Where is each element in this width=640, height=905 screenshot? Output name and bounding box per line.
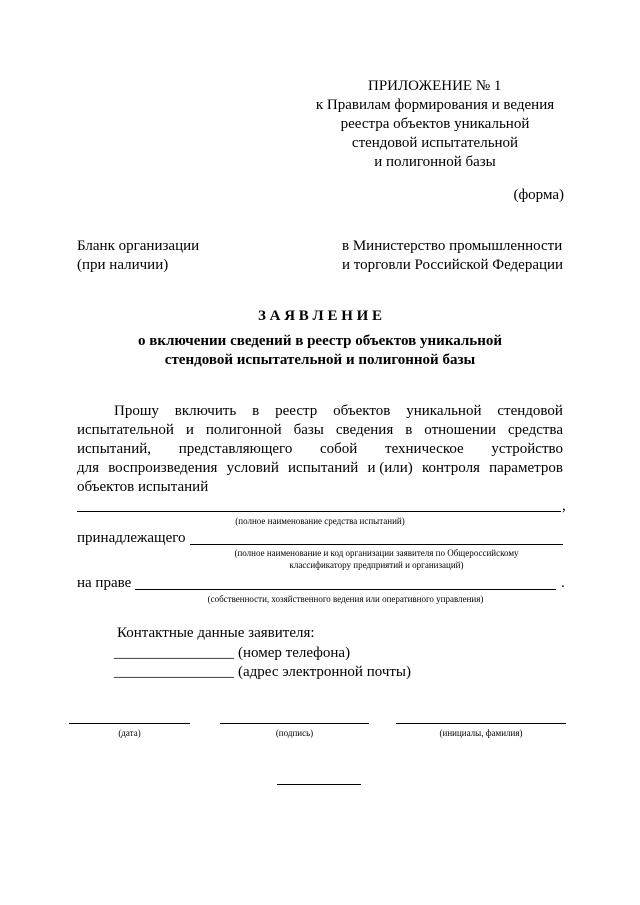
- body-word: представляющего: [178, 441, 293, 457]
- body-line-5: объектов испытаний: [77, 479, 209, 495]
- date-field[interactable]: [69, 723, 190, 724]
- body-word: реестр: [275, 403, 318, 419]
- body-line-3: [77, 440, 563, 459]
- document-subtitle-1: о включении сведений в реестр объектов уникальной: [137, 333, 502, 349]
- organization-caption-2: классификатору предприятий и организаций): [289, 560, 464, 570]
- blank-organization-label: Бланк организации: [77, 238, 200, 254]
- document-subtitle-2: стендовой испытательной и полигонной базы: [164, 352, 476, 368]
- ownership-period: .: [561, 575, 565, 591]
- ownership-right-field[interactable]: [135, 589, 556, 590]
- body-word: стендовой: [497, 403, 563, 419]
- body-word: испытаний: [288, 460, 359, 476]
- body-word: Прошу: [114, 403, 159, 419]
- appendix-line-4: и полигонной базы: [374, 154, 496, 170]
- body-word: техническое: [385, 441, 464, 457]
- equipment-name-comma: ,: [562, 498, 566, 514]
- full-name-field[interactable]: [396, 723, 566, 724]
- date-caption: (дата): [118, 728, 141, 738]
- organization-name-field[interactable]: [190, 544, 563, 545]
- body-word: в: [405, 422, 413, 438]
- belonging-label: принадлежащего: [77, 530, 186, 546]
- appendix-title: ПРИЛОЖЕНИЕ № 1: [368, 78, 502, 94]
- body-word: устройство: [491, 441, 563, 457]
- email-blank[interactable]: ________________: [114, 664, 234, 680]
- body-word: отношении: [424, 422, 496, 438]
- blank-optional-note: (при наличии): [77, 257, 169, 273]
- body-word: средства: [507, 422, 563, 438]
- closing-separator: [277, 784, 361, 785]
- phone-caption: (номер телефона): [238, 645, 351, 661]
- equipment-name-field[interactable]: [77, 511, 561, 512]
- body-word: и (или): [367, 460, 413, 476]
- body-word: для: [77, 460, 100, 476]
- body-word: воспроизведения: [108, 460, 218, 476]
- body-line-1: [114, 402, 563, 421]
- body-word: испытаний,: [77, 441, 152, 457]
- body-word: полигонной: [205, 422, 282, 438]
- body-word: условий: [226, 460, 279, 476]
- appendix-line-3: стендовой испытательной: [351, 135, 519, 151]
- signature-caption: (подпись): [275, 728, 314, 738]
- body-word: в: [252, 403, 260, 419]
- right-label: на праве: [77, 575, 132, 591]
- email-caption: (адрес электронной почты): [238, 664, 412, 680]
- addressee-line-2: и торговли Российской Федерации: [342, 257, 564, 273]
- full-name-caption: (инициалы, фамилия): [439, 728, 523, 738]
- body-line-4: [77, 459, 563, 478]
- body-word: и: [185, 422, 194, 438]
- contacts-title: Контактные данные заявителя:: [117, 625, 315, 641]
- body-word: собой: [320, 441, 358, 457]
- body-word: сведения: [335, 422, 394, 438]
- body-word: контроля: [421, 460, 480, 476]
- organization-caption-1: (полное наименование и код организации заявителя по Общероссийскому: [234, 548, 519, 558]
- form-note: (форма): [513, 187, 564, 203]
- equipment-name-caption: (полное наименование средства испытаний): [235, 516, 405, 526]
- body-word: параметров: [489, 460, 563, 476]
- ownership-caption: (собственности, хозяйственного ведения или оперативного управления): [207, 594, 484, 604]
- body-word: включить: [174, 403, 237, 419]
- body-line-2: [77, 421, 563, 440]
- signature-field[interactable]: [220, 723, 369, 724]
- body-word: базы: [293, 422, 324, 438]
- appendix-line-2: реестра объектов уникальной: [340, 116, 530, 132]
- body-word: уникальной: [406, 403, 482, 419]
- body-word: испытательной: [77, 422, 174, 438]
- appendix-line-1: к Правилам формирования и ведения: [315, 97, 555, 113]
- phone-blank[interactable]: ________________: [114, 645, 234, 661]
- addressee-line-1: в Министерство промышленности: [342, 238, 563, 254]
- body-word: объектов: [333, 403, 391, 419]
- document-title: З А Я В Л Е Н И Е: [257, 308, 383, 324]
